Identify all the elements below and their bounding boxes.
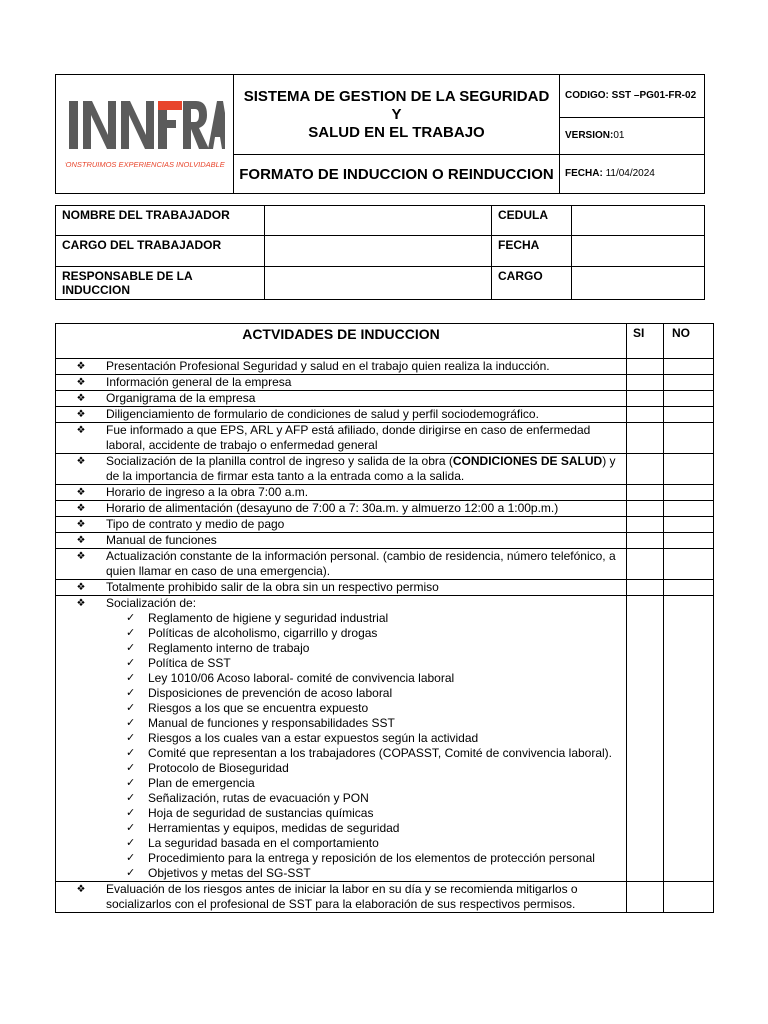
activity-text: Horario de ingreso a la obra 7:00 a.m. — [106, 485, 309, 499]
diamond-bullet-icon: ❖ — [76, 519, 86, 530]
activity-item-content — [56, 517, 620, 532]
activity-text: Fue informado a que EPS, ARL y AFP está afiliado, donde dirigirse en caso de enfermedad laboral, accidente de trabajo o enfermedad general — [106, 423, 591, 452]
sub-item-text: Objetivos y metas del SG-SST — [148, 866, 311, 880]
activity-item — [56, 549, 627, 580]
no-checkbox-cell[interactable] — [664, 391, 714, 407]
cargo-field[interactable] — [572, 267, 705, 300]
diamond-bullet-icon: ❖ — [76, 377, 86, 388]
activity-item — [56, 423, 627, 454]
sub-item-text: Políticas de alcoholismo, cigarrillo y drogas — [148, 626, 378, 640]
sub-item-list — [106, 611, 620, 881]
activity-row — [56, 882, 714, 913]
si-checkbox-cell[interactable] — [627, 882, 664, 913]
activity-item-content — [56, 407, 620, 422]
activity-text: Información general de la empresa — [106, 375, 292, 389]
cedula-label: CEDULA — [492, 206, 572, 236]
activity-row — [56, 359, 714, 375]
codigo-label: CODIGO: SST –PG01-FR-02 — [560, 75, 705, 118]
activity-item — [56, 533, 627, 549]
activity-text: Presentación Profesional Seguridad y salud en el trabajo quien realiza la inducción. — [106, 359, 550, 373]
activity-item — [56, 580, 627, 596]
version-value: 01 — [613, 130, 625, 141]
no-checkbox-cell[interactable] — [664, 549, 714, 580]
activity-text-bold: CONDICIONES DE SALUD — [452, 454, 603, 468]
sub-item-text: La seguridad basada en el comportamiento — [148, 836, 379, 850]
activity-text: Diligenciamiento de formulario de condiciones de salud y perfil sociodemográfico. — [106, 407, 539, 421]
sub-item — [126, 671, 620, 686]
sub-item-text: Política de SST — [148, 656, 231, 670]
sub-item — [126, 716, 620, 731]
checkmark-icon: ✓ — [126, 807, 136, 819]
si-checkbox-cell[interactable] — [627, 423, 664, 454]
activity-item-content — [56, 533, 620, 548]
fecha-label: FECHA: — [565, 168, 603, 179]
activity-row — [56, 423, 714, 454]
cargo-trabajador-label: CARGO DEL TRABAJADOR — [56, 236, 265, 267]
si-checkbox-cell[interactable] — [627, 533, 664, 549]
activity-text: Evaluación de los riesgos antes de iniciar la labor en su día y se recomienda mitigarlos o socializarlos con el profesional de SST para la elaboración de sus respectivos permisos. — [106, 882, 578, 911]
sub-item-text: Protocolo de Bioseguridad — [148, 761, 289, 775]
checkmark-icon: ✓ — [126, 672, 136, 684]
sub-item — [126, 806, 620, 821]
activity-item — [56, 375, 627, 391]
title-line-1: SISTEMA DE GESTION DE LA SEGURIDAD Y — [243, 87, 550, 123]
si-checkbox-cell[interactable] — [627, 501, 664, 517]
checkmark-icon: ✓ — [126, 642, 136, 654]
version-cell — [560, 118, 705, 155]
diamond-bullet-icon: ❖ — [76, 884, 86, 895]
no-checkbox-cell[interactable] — [664, 517, 714, 533]
si-checkbox-cell[interactable] — [627, 580, 664, 596]
checkmark-icon: ✓ — [126, 657, 136, 669]
sub-item — [126, 656, 620, 671]
sub-item-text: Riesgos a los que se encuentra expuesto — [148, 701, 369, 715]
activity-item-content — [56, 454, 620, 484]
diamond-bullet-icon: ❖ — [76, 551, 86, 562]
activity-item-content — [56, 375, 620, 390]
title-line-2: SALUD EN EL TRABAJO — [308, 123, 485, 141]
si-checkbox-cell[interactable] — [627, 485, 664, 501]
activities-body — [56, 359, 714, 913]
sub-item-text: Reglamento de higiene y seguridad industrial — [148, 611, 389, 625]
diamond-bullet-icon: ❖ — [76, 598, 86, 609]
sub-item-text: Señalización, rutas de evacuación y PON — [148, 791, 369, 805]
cedula-field[interactable] — [572, 206, 705, 236]
diamond-bullet-icon: ❖ — [76, 535, 86, 546]
sub-item-text: Riesgos a los cuales van a estar expuestos según la actividad — [148, 731, 479, 745]
fecha-info-label: FECHA — [492, 236, 572, 267]
si-checkbox-cell[interactable] — [627, 375, 664, 391]
activity-item-content — [56, 596, 620, 881]
activity-item — [56, 485, 627, 501]
checkmark-icon: ✓ — [126, 702, 136, 714]
worker-info-table — [55, 205, 705, 300]
sub-item — [126, 641, 620, 656]
activity-row — [56, 533, 714, 549]
no-checkbox-cell[interactable] — [664, 375, 714, 391]
responsable-field[interactable] — [265, 267, 492, 300]
diamond-bullet-icon: ❖ — [76, 503, 86, 514]
si-checkbox-cell[interactable] — [627, 454, 664, 485]
sub-item — [126, 701, 620, 716]
activity-item — [56, 517, 627, 533]
activity-row — [56, 501, 714, 517]
no-checkbox-cell[interactable] — [664, 454, 714, 485]
checkmark-icon: ✓ — [126, 717, 136, 729]
checkmark-icon: ✓ — [126, 777, 136, 789]
diamond-bullet-icon: ❖ — [76, 409, 86, 420]
sub-item — [126, 791, 620, 806]
no-checkbox-cell[interactable] — [664, 359, 714, 375]
diamond-bullet-icon: ❖ — [76, 456, 86, 467]
checkmark-icon: ✓ — [126, 687, 136, 699]
document-header — [55, 74, 705, 194]
sub-item — [126, 746, 620, 761]
sub-item-text: Plan de emergencia — [148, 776, 255, 790]
activity-text-main: Socialización de: — [106, 596, 197, 610]
no-checkbox-cell[interactable] — [664, 882, 714, 913]
activity-item — [56, 407, 627, 423]
activity-item — [56, 596, 627, 882]
sub-item-text: Reglamento interno de trabajo — [148, 641, 310, 655]
no-checkbox-cell[interactable] — [664, 580, 714, 596]
version-label: VERSION: — [565, 130, 614, 141]
activity-row — [56, 549, 714, 580]
activity-row — [56, 391, 714, 407]
activity-text: Horario de alimentación (desayuno de 7:00 a 7: 30a.m. y almuerzo 12:00 a 1:00p.m.) — [106, 501, 559, 515]
responsable-line-1: RESPONSABLE DE LA — [62, 269, 193, 283]
sub-item-text: Procedimiento para la entrega y reposición de los elementos de protección personal — [148, 851, 595, 865]
checkmark-icon: ✓ — [126, 627, 136, 639]
sub-item — [126, 626, 620, 641]
sub-item-text: Disposiciones de prevención de acoso laboral — [148, 686, 393, 700]
activity-item-content — [56, 391, 620, 406]
sub-item-text: Manual de funciones y responsabilidades SST — [148, 716, 395, 730]
activity-item-content — [56, 549, 620, 579]
activity-text: Manual de funciones — [106, 533, 217, 547]
activity-text: Organigrama de la empresa — [106, 391, 256, 405]
activity-item-content — [56, 359, 620, 374]
checkmark-icon: ✓ — [126, 612, 136, 624]
svg-text:CONSTRUIMOS EXPERIENCIAS INOLV: CONSTRUIMOS EXPERIENCIAS INOLVIDABLES — [64, 159, 225, 169]
sub-item — [126, 836, 620, 851]
activity-item — [56, 501, 627, 517]
activities-table — [55, 323, 714, 913]
si-checkbox-cell[interactable] — [627, 391, 664, 407]
checkmark-icon: ✓ — [126, 837, 136, 849]
sub-item — [126, 851, 620, 866]
system-title — [234, 75, 560, 155]
si-checkbox-cell[interactable] — [627, 517, 664, 533]
checkmark-icon: ✓ — [126, 732, 136, 744]
sub-item-text: Herramientas y equipos, medidas de seguridad — [148, 821, 400, 835]
sub-item — [126, 731, 620, 746]
checkmark-icon: ✓ — [126, 852, 136, 864]
diamond-bullet-icon: ❖ — [76, 582, 86, 593]
sub-item — [126, 761, 620, 776]
sub-item — [126, 686, 620, 701]
fecha-cell — [560, 155, 705, 194]
no-checkbox-cell[interactable] — [664, 423, 714, 454]
checkmark-icon: ✓ — [126, 762, 136, 774]
company-logo — [56, 75, 234, 194]
checkmark-icon: ✓ — [126, 822, 136, 834]
activity-item-content — [56, 501, 620, 516]
checkmark-icon: ✓ — [126, 747, 136, 759]
activity-row — [56, 454, 714, 485]
activity-item — [56, 391, 627, 407]
no-checkbox-cell[interactable] — [664, 533, 714, 549]
sub-item — [126, 866, 620, 881]
diamond-bullet-icon: ❖ — [76, 361, 86, 372]
no-checkbox-cell[interactable] — [664, 485, 714, 501]
activity-text: Tipo de contrato y medio de pago — [106, 517, 285, 531]
no-checkbox-cell[interactable] — [664, 407, 714, 423]
nombre-label: NOMBRE DEL TRABAJADOR — [56, 206, 265, 236]
innfra-logo-icon — [65, 91, 225, 173]
activity-item — [56, 454, 627, 485]
si-column-header: SI — [627, 324, 664, 359]
no-column-header: NO — [664, 324, 714, 359]
activity-item-content — [56, 882, 620, 912]
activity-item — [56, 882, 627, 913]
activities-heading: ACTVIDADES DE INDUCCION — [56, 324, 627, 359]
si-checkbox-cell[interactable] — [627, 549, 664, 580]
responsable-label — [56, 267, 265, 300]
diamond-bullet-icon: ❖ — [76, 487, 86, 498]
activity-row — [56, 580, 714, 596]
activity-row — [56, 485, 714, 501]
si-checkbox-cell[interactable] — [627, 407, 664, 423]
sub-item-text: Comité que representan a los trabajadores (COPASST, Comité de convivencia laboral). — [148, 746, 613, 760]
form-title: FORMATO DE INDUCCION O REINDUCCION — [234, 155, 560, 194]
sub-item — [126, 821, 620, 836]
si-checkbox-cell[interactable] — [627, 596, 664, 882]
sub-item-text: Ley 1010/06 Acoso laboral- comité de convivencia laboral — [148, 671, 455, 685]
nombre-field[interactable] — [265, 206, 492, 236]
activity-text-pre: Socialización de la planilla control de ingreso y salida de la obra ( — [106, 454, 453, 468]
fecha-value: 11/04/2024 — [605, 168, 655, 179]
activity-row — [56, 517, 714, 533]
activity-row — [56, 375, 714, 391]
activity-item-content — [56, 423, 620, 453]
fecha-info-field[interactable] — [572, 236, 705, 267]
activity-row — [56, 596, 714, 882]
responsable-line-2: INDUCCION — [62, 283, 130, 297]
checkmark-icon: ✓ — [126, 867, 136, 879]
activity-text: Totalmente prohibido salir de la obra sin un respectivo permiso — [106, 580, 439, 594]
activity-row — [56, 407, 714, 423]
activity-item — [56, 359, 627, 375]
activity-text — [106, 596, 620, 881]
si-checkbox-cell[interactable] — [627, 359, 664, 375]
no-checkbox-cell[interactable] — [664, 501, 714, 517]
activity-text: Actualización constante de la información personal. (cambio de residencia, número telefónico, a quien llamar en caso de una emergencia). — [106, 549, 616, 578]
activity-item-content — [56, 580, 620, 595]
sub-item-text: Hoja de seguridad de sustancias químicas — [148, 806, 374, 820]
activity-text-post: ) y de la importancia de firmar esta tanto a la entrada como a la salida. — [106, 454, 616, 483]
checkmark-icon: ✓ — [126, 792, 136, 804]
sub-item — [126, 776, 620, 791]
activity-text — [106, 454, 620, 484]
diamond-bullet-icon: ❖ — [76, 425, 86, 436]
cargo-label: CARGO — [492, 267, 572, 300]
activity-item-content — [56, 485, 620, 500]
no-checkbox-cell[interactable] — [664, 596, 714, 882]
sub-item — [126, 611, 620, 626]
cargo-trabajador-field[interactable] — [265, 236, 492, 267]
diamond-bullet-icon: ❖ — [76, 393, 86, 404]
